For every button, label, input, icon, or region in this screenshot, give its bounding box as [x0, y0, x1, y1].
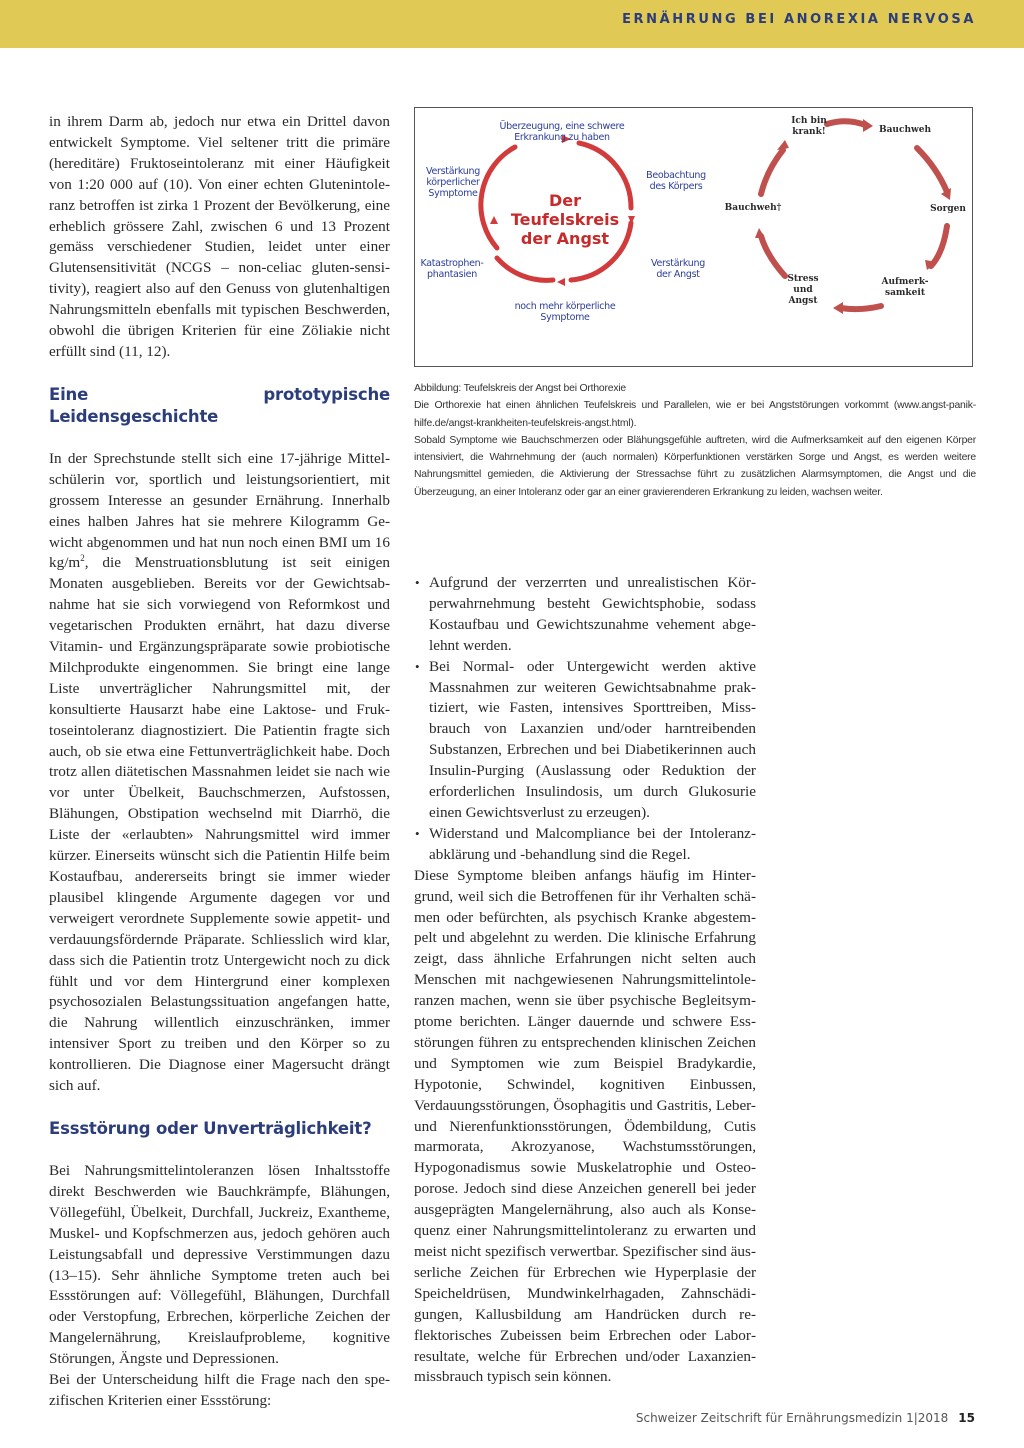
- caption-title: Abbildung: Teufelskreis der Angst bei Orthorexie: [414, 383, 627, 394]
- label-line: Beobachtung: [646, 170, 706, 181]
- label-bottom: [500, 301, 630, 323]
- node-line: Bauchweh: [878, 125, 932, 135]
- criteria-item: • Widerstand und Malcompliance bei der Intoleranzabklärung und -behandlung sind die Regel.: [414, 824, 756, 866]
- label-line: Symptome: [428, 188, 478, 199]
- criteria-intro-paragraph: Bei der Unterscheidung hilft die Frage nach den spezifischen Kriterien einer Essstörung:: [49, 1371, 390, 1409]
- intro-paragraph: in ihrem Darm ab, jedoch nur etwa ein Drittel davon entwickelt Symptome. Viel seltener tritt die primäre (hereditäre) Fruktoseintoleranz mit einer Häufigkeit von 1:20 000 auf (10). Von einer echten Glutenintoleranz betroffen ist zirka 1 Prozent der Bevölkerung, eine erheblich grössere Zahl, zwischen 6 und 13 Prozent gemäss verschiedener Studien, leidet unter einer Glutensensitivität (NCGS – non-celiac gluten-sensitivity), reagiert also auf den Genuss von glutenhaltigen Nahrungsmitteln ebenfalls mit typischen Beschwerden, obwohl die übrigen Kriterien für eine Zöliakie nicht erfüllt sind (11, 12).: [49, 113, 390, 360]
- page-footer: [636, 1411, 975, 1425]
- label-line: Symptome: [540, 312, 590, 323]
- node-line: Stress: [787, 274, 819, 284]
- case-paragraph-part-b: , die Menstruationsblutung ist seit einigen Monaten ausgeblieben. Bereits vor der Gewichtsabnahme hat sie sich vorwiegend von Reformkost und vegetarischen Produkten ernährt, hat dazu diverse Vitamin- und Ergänzungspräparate sowie probiotische Milchprodukte eingenommen. Sie bringt eine lange Liste unverträglicher Nahrungsmittel mit, der konsultierte Hausarzt habe eine Laktose- und Fruktoseintoleranz diagnostiziert. Die Patientin fragte sich auch, ob sie etwa eine Fettunverträglichkeit habe. Doch trotz allen diätetischen Massnahmen leidet sie nach wie vor unter Übelkeit, Bauchschmerzen, Aufstossen, Blähungen, Obstipation wechselnd mit Diarrhö, die Liste der «erlaubten» Nahrungsmittel wird immer kürzer. Einerseits wünscht sich die Patientin Hilfe beim Kostaufbau, andererseits bringt sie immer wieder plausibel klingende Argumente dagegen vor und verweigert verordnete Supplemente sowie appetit- und verdauungsfördernde Präparate. Schliesslich wird klar, dass sich die Patientin trotz Untergewicht noch zu dick fühlt und vor dem Hintergrund einer komplexen psychosozialen Belastungssituation angefangen hatte, die Nahrung willentlich einzuschränken, immer intensiver Sport zu treiben und den Körper so zu kontrollieren. Die Diagnose einer Magersucht drängt sich auf.: [49, 554, 390, 1095]
- section-heading-essstoerung: Essstörung oder Unverträglichkeit?: [49, 1118, 372, 1138]
- label-bottom-left: [417, 258, 487, 280]
- symptoms-paragraph: Diese Symptome bleiben anfangs häufig im Hintergrund, weil sich die Betroffenen für ihr Verhalten schämen oder befürchten, als psychisch Kranke abgestempelt und abgelehnt zu werden. Die klinische Erfahrung zeigt, dass ähnliche Erfahrungen nicht selten auch Menschen mit nachgewiesenen Nahrungsmittelintoleranzen machen, wenn sie über psychische Begleitsymptome berichten. Länger dauernde und schwere Essstörungen führen zu entsprechenden klinischen Zeichen und Symptomen wie zum Beispiel Bradykardie, Hypotonie, Schwindel, kognitiven Einbussen, Verdauungsstörungen, Ösophagitis und Gastritis, Leber- und Nierenfunktionsstörungen, Ödembildung, Cutis marmorata, Akrozyanose, Wachstumsstörungen, Hypogonadismus sowie Muskelatrophie und Osteoporose. Jedoch sind diese Anzeichen generell bei jeder ausgeprägten Mangelernährung, also auch als Konsequenz einer Nahrungsmittelintoleranz zu erwarten und meist nicht spezifisch verwertbar. Spezifischer sind äusserliche Zeichen für Erbrechen wie Hyperplasie der Speicheldrüsen, Mundwinkelrhagaden, Zahnschädigungen, Kallusbildung am Handrücken durch reflektorisches Zubeissen beim Erbrechen oder Laborresultate, welche für Erbrechen und/oder Laxanzienmissbrauch typisch sein können.: [414, 866, 756, 1386]
- caption-description: Sobald Symptome wie Bauchschmerzen oder Blähungsgefühle auftreten, wird die Aufmerksamkeit auf den eigenen Körper intensiviert, die Wahrnehmung der (auch normalen) Körperfunktionen verstärken Sorge und Angst, es werden weitere Nahrungsmittel gemieden, die Aktivierung der Stressachse führt zu zusätzlichen Alarmsymptomen, die Angst und die Überzeugung, an einer Intoleranz oder gar an einer gravierenderen Erkrankung zu leiden, wachsen weiter.: [414, 434, 976, 498]
- node-bauchweh-left: [723, 203, 783, 214]
- figure-caption: [414, 380, 976, 501]
- center-title-line: Teufelskreis: [510, 210, 620, 229]
- center-title-line: Der: [548, 191, 582, 210]
- label-top: [487, 121, 637, 143]
- center-title-line: der Angst: [520, 229, 610, 248]
- case-paragraph: [49, 449, 390, 1097]
- diagram-teufelskreis-der-angst: [415, 108, 715, 366]
- figure-teufelskreis: [414, 107, 973, 367]
- node-line: krank!: [792, 127, 826, 137]
- node-bauchweh-top: [875, 125, 935, 136]
- running-title: ERNÄHRUNG BEI ANOREXIA NERVOSA: [622, 12, 976, 27]
- label-line: Verstärkung: [426, 166, 480, 177]
- diagram-bauchweh-cycle: [715, 108, 973, 366]
- node-line: Angst: [788, 296, 818, 306]
- criteria-item: • Bei Normal- oder Untergewicht werden aktive Massnahmen zur weiteren Gewichtsabnahme praktiziert, wie Fasten, intensives Sporttreiben, Missbrauch von Laxanzien und/oder harntreibenden Substanzen, Erbrechen und bei Diabetikerinnen auch Insulin-Purging (Auslassung oder Reduktion der erforderlichen Insulindosis, um durch Glukosurie einen Gewichtsverlust zu erzeugen).: [414, 657, 756, 824]
- right-column: [414, 573, 756, 1388]
- caption-source: Die Orthorexie hat einen ähnlichen Teufelskreis und Parallelen, wie er bei Angststörungen vorkommt (www.angst-panik-hilfe.de/angst-krankheiten-teufelskreis-angst.html).: [414, 400, 976, 429]
- journal-name: Schweizer Zeitschrift für Ernährungsmedizin 1|2018: [635, 1411, 949, 1425]
- node-line: Ich bin: [791, 116, 827, 126]
- node-sorgen: [923, 204, 973, 215]
- node-stress-und-angst: [783, 274, 823, 307]
- label-line: des Körpers: [649, 181, 703, 192]
- label-bottom-right: [643, 258, 713, 280]
- node-ich-bin-krank: [789, 116, 829, 138]
- label-top-right: [641, 170, 711, 192]
- label-line: phantasien: [427, 269, 477, 280]
- criteria-item: • Aufgrund der verzerrten und unrealistischen Körperwahrnehmung besteht Gewichtsphobie, sodass Kostaufbau und Gewichtszunahme vehement abgelehnt werden.: [414, 573, 756, 657]
- superscript: 2: [80, 553, 85, 564]
- label-line: der Angst: [656, 269, 700, 280]
- node-aufmerksamkeit: [875, 277, 935, 299]
- label-line: Verstärkung: [651, 258, 705, 269]
- label-line: noch mehr körperliche: [514, 301, 616, 312]
- node-line: Aufmerk-: [881, 277, 929, 287]
- label-line: Überzeugung, eine schwere: [499, 121, 625, 132]
- intolerance-paragraph: Bei Nahrungsmittelintoleranzen lösen Inhaltsstoffe direkt Beschwerden wie Bauchkrämpfe, Blähungen, Völlegefühl, Übelkeit, Durchfall, Juckreiz, Exantheme, Muskel- und Kopfschmerzen aus, jedoch gehören auch Leistungsabfall und depressive Verstimmungen dazu (13–15). Sehr ähnliche Symptome treten auch bei Essstörungen auf: Völlegefühl, Blähungen, Durchfall oder Verstopfung, Erbrechen, körperliche Zeichen der Mangelernährung, Kreislaufprobleme, kognitive Störungen, Ängste und Depressionen.: [49, 1161, 390, 1368]
- node-line: Bauchweh†: [724, 203, 782, 213]
- diagram-center-title: [505, 191, 625, 248]
- page-number: 15: [958, 1411, 975, 1425]
- label-line: Katastrophen-: [420, 258, 484, 269]
- node-line: samkeit: [885, 288, 925, 298]
- section-heading-leidensgeschichte: Eine prototypische Leidensgeschichte: [49, 384, 390, 426]
- label-top-left: [421, 166, 485, 199]
- node-line: und: [793, 285, 813, 295]
- running-header: [0, 0, 1024, 48]
- left-column: [49, 112, 390, 1412]
- label-line: Erkrankung zu haben: [514, 132, 610, 143]
- criteria-list: [414, 573, 756, 866]
- label-line: körperlicher: [426, 177, 480, 188]
- curved-arrows-cycle-icon: [715, 108, 973, 366]
- case-paragraph-part-a: In der Sprechstunde stellt sich eine 17-jährige Mittelschülerin vor, sportlich und leistungsorientiert, mit grossem Interesse an gesunder Ernährung. Innerhalb eines halben Jahres hat sie mehrere Kilogramm Gewicht abgenommen und hat nun noch einen BMI um 16 kg/m: [49, 449, 390, 572]
- node-line: Sorgen: [930, 204, 966, 214]
